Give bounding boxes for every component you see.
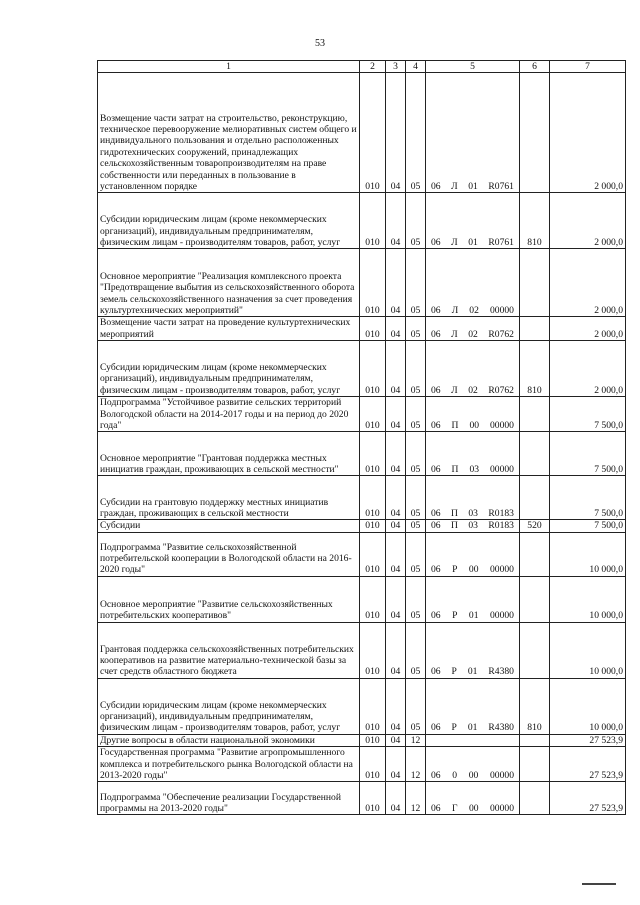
amount: 7 500,0 [550,397,626,432]
code-subprogram: Л [451,305,459,316]
code-admin: 010 [360,622,386,678]
code-direction: R0761 [488,237,514,248]
row-name: Возмещение части затрат на проведение культуртехнических мероприятий [98,317,360,341]
code-admin: 010 [360,576,386,622]
amount: 7 500,0 [550,520,626,532]
code-subprogram: П [451,508,458,520]
code-program: 06 [431,666,441,678]
code-direction: 00000 [489,564,514,576]
code-admin: 010 [360,73,386,193]
code-direction: R0183 [488,520,514,532]
row-name: Подпрограмма "Устойчивое развитие сельских территорий Вологодской области на 2014-2017 годы и на период до 2020 года" [98,397,360,432]
code-subprogram: Р [452,564,458,576]
code-expense-type: 810 [520,341,550,397]
code-subprogram: П [451,420,459,432]
code-direction: R0762 [488,328,514,340]
code-admin: 010 [360,678,386,734]
code-program: 06 [431,384,441,396]
code-expense-type [520,317,550,341]
code-program: 06 [431,508,441,520]
header-col-6: 6 [520,61,550,73]
code-activity: 01 [468,237,478,248]
code-subsection: 12 [406,782,426,815]
row-name: Подпрограмма "Обеспечение реализации Государственной программы на 2013-2020 годы" [98,782,360,815]
header-col-2: 2 [360,61,386,73]
code-subsection: 05 [406,193,426,249]
code-subsection: 05 [406,341,426,397]
code-subsection: 12 [406,747,426,782]
header-row [98,61,626,73]
code-subprogram: Р [452,610,458,622]
code-program: 06 [431,237,441,248]
table-row [98,576,626,622]
code-program: 06 [431,770,441,782]
code-subprogram: Л [451,181,458,192]
amount: 2 000,0 [550,341,626,397]
code-subsection: 05 [406,678,426,734]
code-section: 04 [386,341,406,397]
code-subsection: 05 [406,476,426,520]
table-row [98,622,626,678]
code-subprogram: Р [451,722,457,734]
code-direction: R0183 [488,508,514,520]
table-row [98,317,626,341]
code-direction: 00000 [489,464,514,476]
code-expense-type [520,576,550,622]
code-section: 04 [386,476,406,520]
code-admin: 010 [360,193,386,249]
code-admin: 010 [360,782,386,815]
code-section: 04 [386,520,406,532]
code-activity: 03 [469,464,480,476]
code-admin: 010 [360,734,386,746]
table-row [98,193,626,249]
code-expense-type [520,532,550,576]
code-target-article [426,734,520,746]
code-subsection: 05 [406,73,426,193]
code-target-article [426,532,520,576]
code-section: 04 [386,397,406,432]
code-direction: 00000 [489,305,514,316]
code-expense-type [520,734,550,746]
code-target-article [426,476,520,520]
code-activity: 01 [468,181,478,192]
code-direction: R0761 [488,181,514,192]
code-subprogram: Л [451,237,458,248]
code-expense-type: 520 [520,520,550,532]
code-subsection: 05 [406,576,426,622]
header-col-4: 4 [406,61,426,73]
code-target-article [426,249,520,317]
code-section: 04 [386,622,406,678]
code-direction: 00000 [489,420,514,432]
code-section: 04 [386,193,406,249]
code-activity: 03 [468,508,478,520]
amount: 2 000,0 [550,73,626,193]
amount: 10 000,0 [550,678,626,734]
code-activity: 02 [468,328,478,340]
code-expense-type [520,476,550,520]
code-section: 04 [386,678,406,734]
code-target-article [426,317,520,341]
code-subprogram: Л [451,328,458,340]
code-activity: 01 [467,722,478,734]
row-name: Основное мероприятие "Грантовая поддержка местных инициатив граждан, проживающих в сельской местности" [98,432,360,476]
code-target-article [426,747,520,782]
code-target-article [426,576,520,622]
code-section: 04 [386,249,406,317]
code-subprogram: 0 [452,770,458,782]
code-program: 06 [431,305,441,316]
amount: 10 000,0 [550,532,626,576]
code-target-article [426,782,520,815]
code-direction: 00000 [489,610,514,622]
table-row [98,341,626,397]
code-program: 06 [431,420,441,432]
row-name: Субсидии юридическим лицам (кроме некоммерческих организаций), индивидуальным предпринимателям, физическим лицам - производителям товаров, работ, услуг [98,193,360,249]
code-section: 04 [386,73,406,193]
code-admin: 010 [360,532,386,576]
code-target-article [426,341,520,397]
code-section: 04 [386,576,406,622]
row-name: Субсидии юридическим лицам (кроме некоммерческих организаций), индивидуальным предпринимателям, физическим лицам - производителям товаров, работ, услуг [98,678,360,734]
budget-table [97,60,626,815]
code-admin: 010 [360,341,386,397]
table-row [98,678,626,734]
code-target-article [426,678,520,734]
code-section: 04 [386,734,406,746]
code-expense-type [520,249,550,317]
row-name: Возмещение части затрат на строительство, реконструкцию, техническое перевооружение мелиоративных систем общего и индивидуального пользования и отдельно расположенных гидротехнических сооружений, принадлежащих сельскохозяйственным товаропроизводителям на праве собственности или переданных в пользование в установленном порядке [98,73,360,193]
row-name: Субсидии юридическим лицам (кроме некоммерческих организаций), индивидуальным предпринимателям, физическим лицам - производителям товаров, работ, услуг [98,341,360,397]
table-row [98,532,626,576]
code-program: 06 [431,464,441,476]
code-target-article [426,73,520,193]
code-expense-type [520,747,550,782]
code-admin: 010 [360,747,386,782]
row-name: Государственная программа "Развитие агропромышленного комплекса и потребительского рынка Вологодской области на 2013-2020 годы" [98,747,360,782]
code-program: 06 [431,610,441,622]
code-section: 04 [386,747,406,782]
code-subprogram: П [451,464,459,476]
code-subsection: 05 [406,397,426,432]
code-subsection: 05 [406,317,426,341]
code-admin: 010 [360,520,386,532]
code-section: 04 [386,317,406,341]
row-name: Субсидии [98,520,360,532]
amount: 27 523,9 [550,734,626,746]
code-program: 06 [431,181,441,192]
code-direction: R4380 [488,722,514,734]
code-section: 04 [386,432,406,476]
code-admin: 010 [360,249,386,317]
code-program: 06 [431,564,441,576]
code-activity: 00 [469,420,480,432]
code-target-article [426,622,520,678]
table-row [98,432,626,476]
code-direction: R4380 [488,666,514,678]
code-expense-type [520,73,550,193]
row-name: Основное мероприятие "Реализация комплексного проекта "Предотвращение выбытия из сельскохозяйственного оборота земель сельскохозяйственного назначения за счет проведения культуртехнических мероприятий" [98,249,360,317]
table-row [98,397,626,432]
code-program: 06 [431,722,441,734]
code-activity: 00 [468,803,479,815]
table-row [98,476,626,520]
code-expense-type [520,782,550,815]
code-target-article [426,193,520,249]
code-direction: R0762 [488,384,514,396]
code-subsection: 05 [406,532,426,576]
code-activity: 02 [469,305,479,316]
code-activity: 01 [467,666,478,678]
code-expense-type [520,622,550,678]
code-subsection: 05 [406,432,426,476]
scan-edge-mark [582,883,616,885]
table-row [98,73,626,193]
amount: 10 000,0 [550,576,626,622]
code-expense-type: 810 [520,193,550,249]
code-admin: 010 [360,476,386,520]
code-section: 04 [386,532,406,576]
code-subsection: 05 [406,249,426,317]
row-name: Другие вопросы в области национальной экономики [98,734,360,746]
amount: 2 000,0 [550,193,626,249]
amount: 2 000,0 [550,317,626,341]
code-subprogram: Р [451,666,457,678]
code-activity: 02 [468,384,478,396]
row-name: Субсидии на грантовую поддержку местных инициатив граждан, проживающих в сельской местности [98,476,360,520]
code-subsection: 05 [406,622,426,678]
code-expense-type: 810 [520,678,550,734]
amount: 7 500,0 [550,432,626,476]
code-subprogram: П [451,520,458,532]
header-col-5: 5 [426,61,520,73]
code-program: 06 [431,520,441,532]
table-row [98,249,626,317]
page-number: 53 [315,38,325,49]
table-row [98,734,626,746]
code-target-article [426,520,520,532]
code-admin: 010 [360,432,386,476]
code-admin: 010 [360,397,386,432]
code-direction: 00000 [490,770,514,782]
code-expense-type [520,397,550,432]
amount: 2 000,0 [550,249,626,317]
row-name: Основное мероприятие "Развитие сельскохозяйственных потребительских кооперативов" [98,576,360,622]
code-admin: 010 [360,317,386,341]
row-name: Подпрограмма "Развитие сельскохозяйственной потребительской кооперации в Вологодской области на 2016-2020 годы" [98,532,360,576]
header-col-7: 7 [550,61,626,73]
code-activity: 01 [468,610,479,622]
code-target-article [426,397,520,432]
code-section: 04 [386,782,406,815]
code-program: 06 [431,328,441,340]
amount: 7 500,0 [550,476,626,520]
amount: 27 523,9 [550,747,626,782]
code-subprogram: Г [452,803,458,815]
amount: 27 523,9 [550,782,626,815]
table-row [98,782,626,815]
code-activity: 00 [468,564,479,576]
code-subsection: 12 [406,734,426,746]
code-target-article [426,432,520,476]
table-row [98,520,626,532]
amount: 10 000,0 [550,622,626,678]
header-col-1: 1 [98,61,360,73]
table-row [98,747,626,782]
row-name: Грантовая поддержка сельскохозяйственных потребительских кооперативов на развитие материально-технической базы за счет средств областного бюджета [98,622,360,678]
code-subprogram: Л [451,384,458,396]
code-subsection: 05 [406,520,426,532]
code-activity: 03 [468,520,478,532]
header-col-3: 3 [386,61,406,73]
code-activity: 00 [468,770,479,782]
code-expense-type [520,432,550,476]
code-program: 06 [431,803,441,815]
code-direction: 00000 [490,803,514,815]
